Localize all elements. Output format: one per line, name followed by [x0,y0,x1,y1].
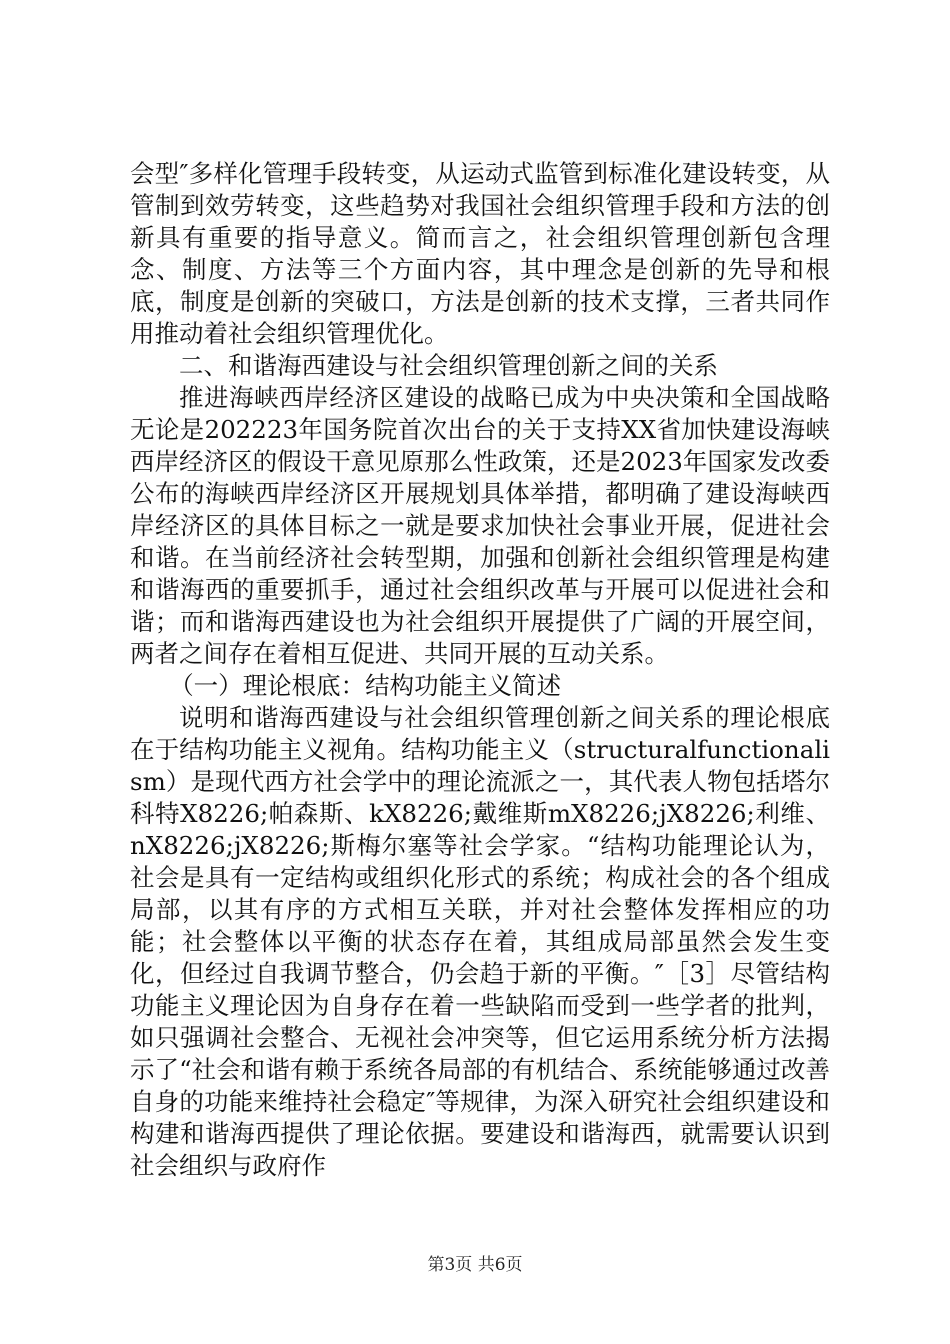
paragraph-body: 说明和谐海西建设与社会组织管理创新之间关系的理论根底在于结构功能主义视角。结构功能主义（structuralfunctionalism）是现代西方社会学中的理论流派之一，其代表人物包括塔尔科特X8226;帕森斯、kX8226;戴维斯mX8226;jX8226;利维、nX8226;jX8226;斯梅尔塞等社会学家。“结构功能理论认为，社会是具有一定结构或组织化形式的系统；构成社会的各个组成局部，以其有序的方式相互关联，并对社会整体发挥相应的功能；社会整体以平衡的状态存在着，其组成局部虽然会发生变化，但经过自我调节整合，仍会趋于新的平衡。″［3］尽管结构功能主义理论因为自身存在着一些缺陷而受到一些学者的批判，如只强调社会整合、无视社会冲突等，但它运用系统分析方法揭示了“社会和谐有赖于系统各局部的有机结合、系统能够通过改善自身的功能来维持社会稳定″等规律，为深入研究社会组织建设和构建和谐海西提供了理论依据。要建设和谐海西，就需要认识到社会组织与政府作 [130,703,830,1180]
section-heading: 二、和谐海西建设与社会组织管理创新之间的关系 [179,351,718,380]
paragraph-continuation: 会型″多样化管理手段转变，从运动式监管到标准化建设转变，从管制到效劳转变，这些趋势对我国社会组织管理手段和方法的创新具有重要的指导意义。简而言之，社会组织管理创新包含理念、制度、方法等三个方面内容，其中理念是创新的先导和根底，制度是创新的突破口，方法是创新的技术支撑，三者共同作用推动着社会组织管理优化。 [130,159,830,348]
subsection-heading: （一）理论根底：结构功能主义简述 [169,671,562,700]
paragraph-body: 推进海峡西岸经济区建设的战略已成为中央决策和全国战略无论是202223年国务院首次出台的关于支持XX省加快建设海峡西岸经济区的假设干意见原那么性政策，还是2023年国家发改委公布的海峡西岸经济区开展规划具体举措，都明确了建设海峡西岸经济区的具体目标之一就是要求加快社会事业开展，促进社会和谐。在当前经济社会转型期，加强和创新社会组织管理是构建和谐海西的重要抓手，通过社会组织改革与开展可以促进社会和谐；而和谐海西建设也为社会组织开展提供了广阔的开展空间，两者之间存在着相互促进、共同开展的互动关系。 [130,383,830,668]
page-footer: 第3页 共6页 [427,1255,523,1275]
document-body [130,158,830,1182]
